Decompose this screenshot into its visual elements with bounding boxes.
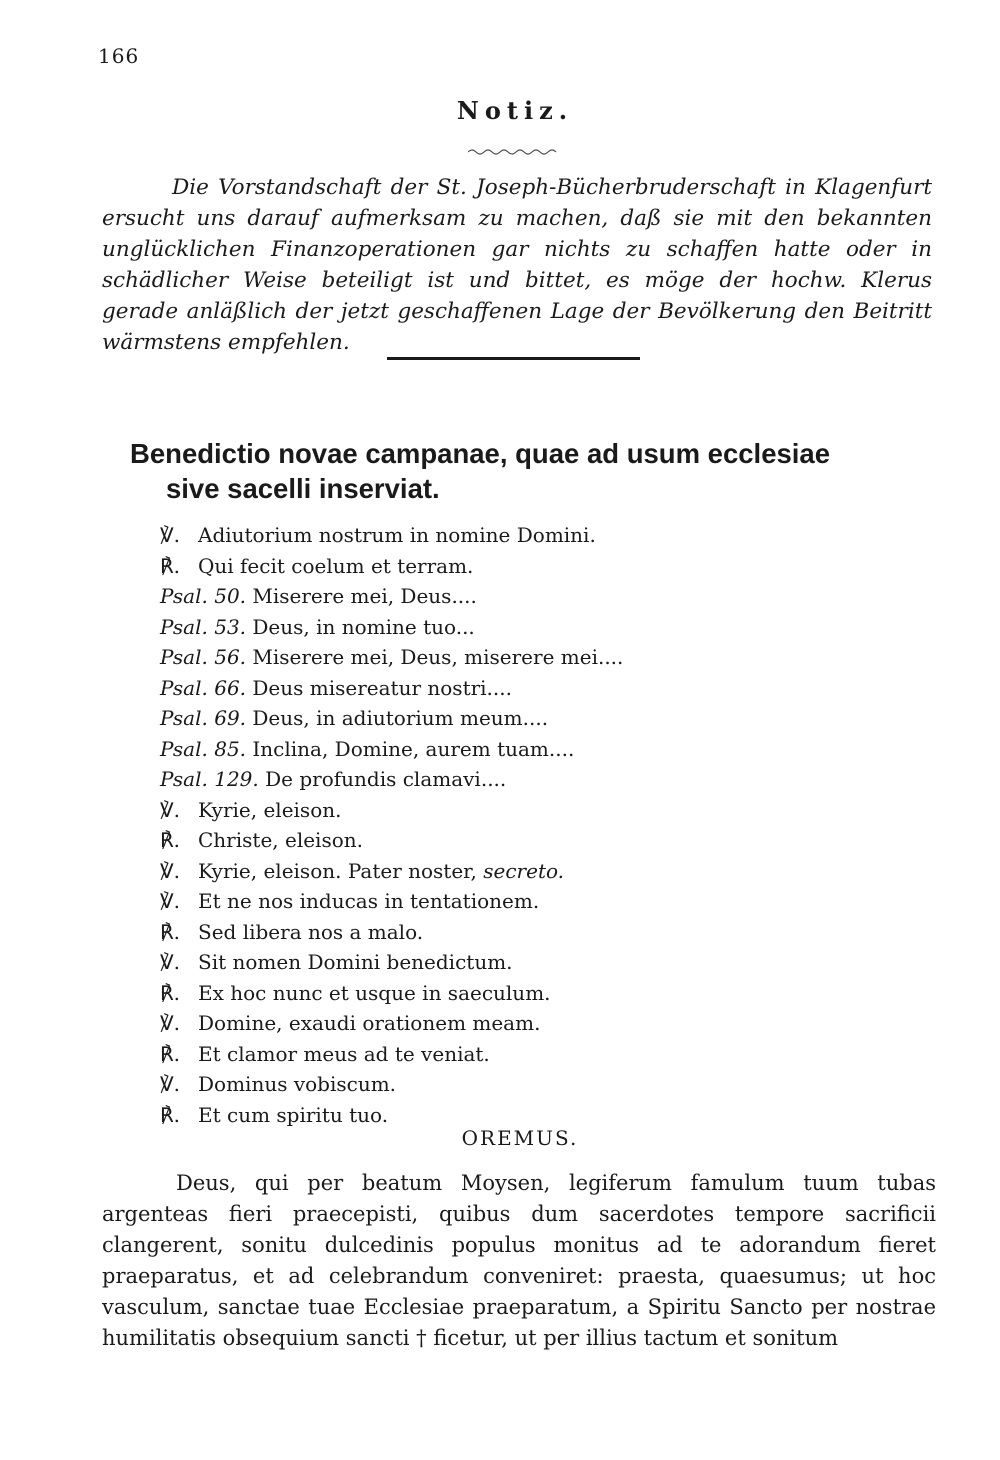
verse-line [160, 947, 920, 978]
notiz-paragraph [102, 172, 932, 358]
verse-line [160, 581, 920, 612]
verse-line [160, 764, 920, 795]
page-number: 166 [98, 44, 140, 68]
versicle-symbol: ℣. [160, 889, 181, 913]
response-symbol: ℟. [160, 1041, 181, 1066]
response-symbol: ℟. [160, 1102, 181, 1127]
psalm-reference: Psal. 66. [160, 675, 247, 700]
verse-text: Qui fecit coelum et terram. [198, 553, 474, 578]
verse-text: Et cum spiritu tuo. [198, 1102, 389, 1127]
benediction-heading [130, 436, 910, 506]
psalm-reference: Psal. 50. [160, 584, 247, 608]
verse-text: Deus, in nomine tuo... [252, 614, 475, 639]
psalm-reference: Psal. 69. [160, 706, 247, 730]
verse-line [160, 703, 920, 734]
verse-line [160, 612, 920, 643]
verse-text: Kyrie, eleison. [198, 797, 342, 822]
verse-text: Dominus vobiscum. [198, 1072, 397, 1096]
benediction-heading-line2: sive sacelli inserviat. [166, 473, 440, 504]
verse-text: Et clamor meus ad te veniat. [198, 1041, 490, 1066]
response-symbol: ℟. [160, 828, 181, 852]
versicle-symbol: ℣. [160, 797, 181, 822]
verse-line [160, 734, 920, 765]
prayer-paragraph [102, 1168, 936, 1354]
verse-line [160, 886, 920, 917]
verse-text: Kyrie, eleison. Pater noster, [198, 858, 477, 883]
verse-text: Ex hoc nunc et usque in saeculum. [198, 980, 551, 1005]
verse-text: Miserere mei, Deus.... [252, 584, 477, 608]
verse-line [160, 795, 920, 826]
section-divider [387, 357, 640, 360]
psalm-reference: Psal. 56. [160, 645, 247, 669]
versicle-list [160, 520, 920, 1130]
verse-text: Sed libera nos a malo. [198, 919, 424, 944]
verse-line [160, 978, 920, 1009]
verse-line [160, 1069, 920, 1100]
verse-text: Domine, exaudi orationem meam. [198, 1011, 541, 1035]
versicle-symbol: ℣. [160, 858, 181, 883]
verse-line [160, 856, 920, 887]
verse-text: Miserere mei, Deus, miserere mei.... [252, 645, 624, 669]
verse-text: Et ne nos inducas in tentationem. [198, 889, 540, 913]
verse-text: Deus misereatur nostri.... [252, 675, 512, 700]
verse-line [160, 642, 920, 673]
versicle-symbol: ℣. [160, 950, 181, 974]
versicle-symbol: ℣. [160, 1072, 181, 1096]
ornament-squiggle [468, 148, 560, 156]
verse-text: Sit nomen Domini benedictum. [198, 950, 513, 974]
verse-line [160, 1008, 920, 1039]
prayer-text: Deus, qui per beatum Moysen, legiferum famulum tuum tubas argenteas fieri praecepisti, quibus dum sacerdotes tempore sacrificii clangerent, sonitu dulcedinis populus monitus ad te adorandum fieret praeparatus, et ad celebrandum conveniret: praesta, quaesumus; ut hoc vasculum, sanctae tuae Ecclesiae praeparatum, a Spiritu Sancto per nostrae humilitatis obsequium sancti † ficetur, ut per illius tactum et sonitum [102, 1171, 936, 1350]
response-symbol: ℟. [160, 919, 181, 944]
verse-text: Adiutorium nostrum in nomine Domini. [198, 523, 596, 547]
response-symbol: ℟. [160, 980, 181, 1005]
verse-line [160, 520, 920, 551]
rubric-text: secreto. [483, 858, 565, 883]
versicle-symbol: ℣. [160, 523, 181, 547]
oremus-heading: OREMUS. [461, 1126, 579, 1150]
verse-text: De profundis clamavi.... [265, 767, 507, 791]
response-symbol: ℟. [160, 553, 181, 578]
verse-line [160, 825, 920, 856]
psalm-reference: Psal. 129. [160, 767, 259, 791]
notiz-text: Die Vorstandschaft der St. Joseph-Bücherbruderschaft in Klagenfurt ersucht uns darauf aufmerksam zu machen, daß sie mit den bekannten unglücklichen Finanzoperationen gar nichts zu schaffen hatte oder in schädlicher Weise beteiligt ist und bittet, es möge der hochw. Klerus gerade anläßlich der jetzt geschaffenen Lage der Bevölkerung den Beitritt wärmstens empfehlen. [102, 175, 932, 355]
psalm-reference: Psal. 53. [160, 614, 247, 639]
benediction-heading-line1: Benedictio novae campanae, quae ad usum ecclesiae [130, 438, 831, 469]
versicle-symbol: ℣. [160, 1011, 181, 1035]
psalm-reference: Psal. 85. [160, 736, 247, 761]
verse-line [160, 917, 920, 948]
notiz-heading: Notiz. [456, 96, 574, 125]
verse-line [160, 551, 920, 582]
verse-line [160, 1039, 920, 1070]
verse-text: Inclina, Domine, aurem tuam.... [252, 736, 575, 761]
verse-text: Christe, eleison. [198, 828, 363, 852]
verse-line [160, 673, 920, 704]
verse-text: Deus, in adiutorium meum.... [252, 706, 549, 730]
